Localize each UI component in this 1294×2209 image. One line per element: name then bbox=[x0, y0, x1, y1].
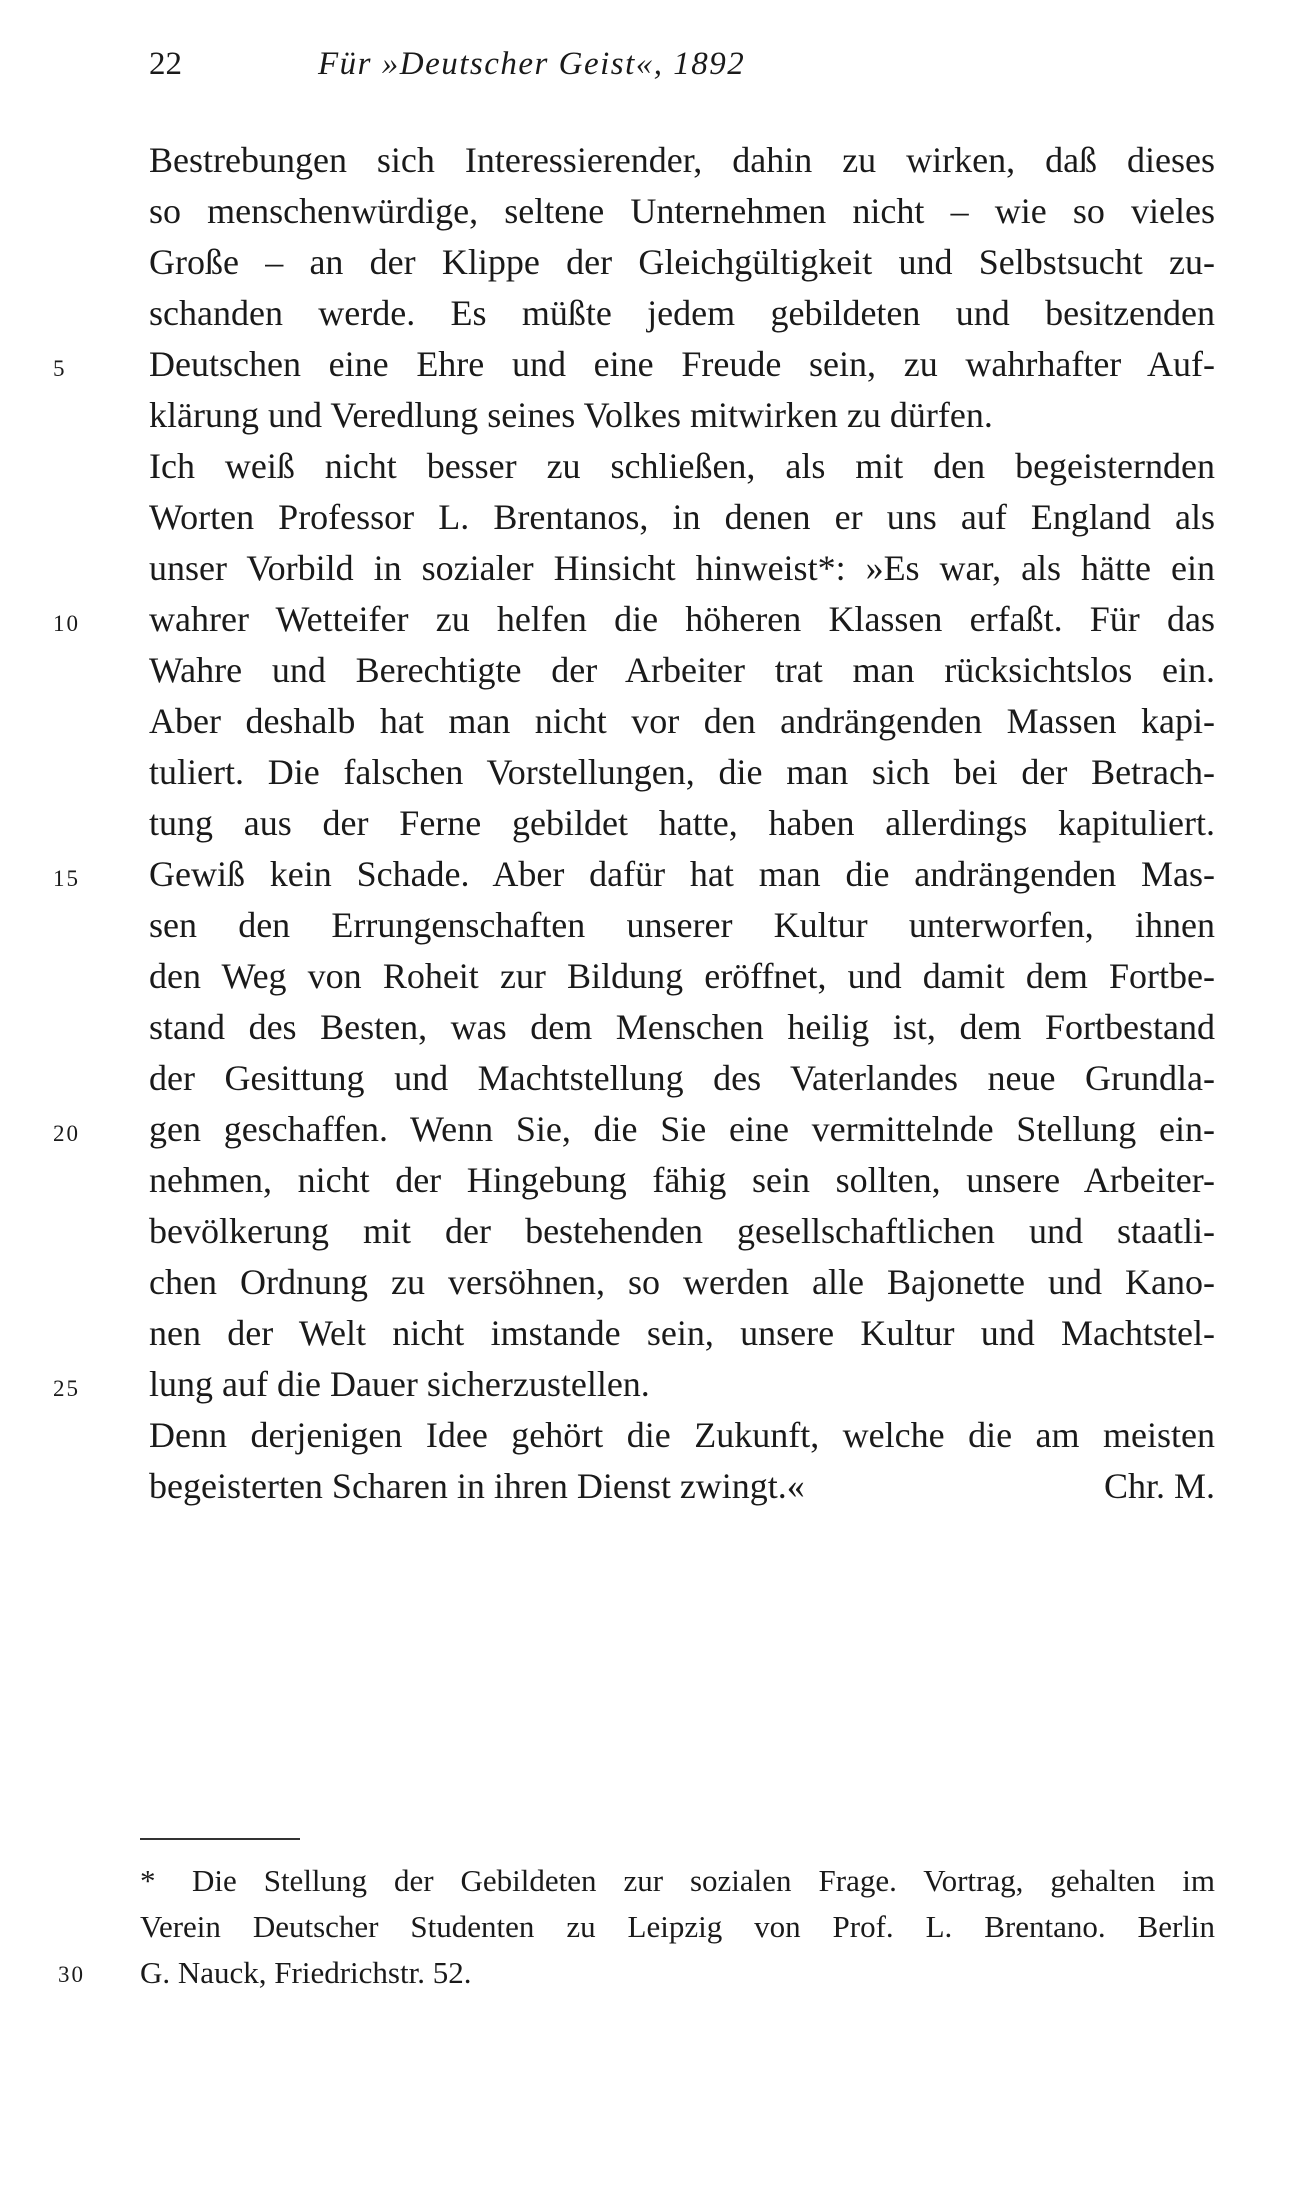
text-line-content: sen den Errungenschaften unserer Kultur unterworfen, ihnen bbox=[149, 905, 1215, 945]
text-line bbox=[149, 951, 1215, 1002]
footnote-line-content: G. Nauck, Friedrichstr. 52. bbox=[140, 1955, 472, 1990]
author-signature: Chr. M. bbox=[1103, 1466, 1215, 1506]
text-line-content: den Weg von Roheit zur Bildung eröffnet, und damit dem Fortbe- bbox=[149, 956, 1215, 996]
text-line bbox=[149, 1461, 1215, 1512]
page-number: 22 bbox=[149, 46, 182, 82]
line-number: 15 bbox=[53, 866, 80, 891]
text-line-content: Deutschen eine Ehre und eine Freude sein, zu wahrhafter Auf- bbox=[149, 344, 1215, 384]
text-line bbox=[149, 696, 1215, 747]
text-line-content: tung aus der Ferne gebildet hatte, haben allerdings kapituliert. bbox=[149, 803, 1215, 843]
text-line-content: chen Ordnung zu versöhnen, so werden alle Bajonette und Kano- bbox=[149, 1262, 1215, 1302]
footnote-line-content: Verein Deutscher Studenten zu Leipzig von Prof. L. Brentano. Berlin bbox=[140, 1909, 1215, 1944]
text-line-content: bevölkerung mit der bestehenden gesellschaftlichen und staatli- bbox=[149, 1211, 1215, 1251]
text-line-content: der Gesittung und Machtstellung des Vaterlandes neue Grundla- bbox=[149, 1058, 1215, 1098]
text-line bbox=[149, 135, 1215, 186]
text-line bbox=[149, 1155, 1215, 1206]
text-line bbox=[53, 1359, 1215, 1410]
text-line-content: begeisterten Scharen in ihren Dienst zwingt.« bbox=[149, 1466, 805, 1506]
footnote-line bbox=[140, 1904, 1215, 1950]
text-line bbox=[149, 237, 1215, 288]
text-line bbox=[149, 441, 1215, 492]
text-line bbox=[53, 849, 1215, 900]
text-line-content: gen geschaffen. Wenn Sie, die Sie eine vermittelnde Stellung ein- bbox=[149, 1109, 1215, 1149]
text-line-content: Wahre und Berechtigte der Arbeiter trat man rücksichtslos ein. bbox=[149, 650, 1215, 690]
text-line-content: lung auf die Dauer sicherzustellen. bbox=[149, 1364, 650, 1404]
text-line bbox=[149, 1002, 1215, 1053]
footnote-divider bbox=[140, 1838, 300, 1840]
text-line-content: Bestrebungen sich Interessierender, dahin zu wirken, daß dieses bbox=[149, 140, 1215, 180]
line-number: 20 bbox=[53, 1121, 80, 1146]
text-line-content: Worten Professor L. Brentanos, in denen er uns auf England als bbox=[149, 497, 1215, 537]
text-line-content: Ich weiß nicht besser zu schließen, als mit den begeisternden bbox=[149, 446, 1215, 486]
text-line bbox=[149, 390, 1215, 441]
footnote bbox=[58, 1858, 1215, 1996]
text-line bbox=[53, 1104, 1215, 1155]
text-line bbox=[149, 747, 1215, 798]
text-line-content: Aber deshalb hat man nicht vor den andrängenden Massen kapi- bbox=[149, 701, 1215, 741]
text-line-content: tuliert. Die falschen Vorstellungen, die man sich bei der Betrach- bbox=[149, 752, 1215, 792]
footnote-line bbox=[140, 1858, 1215, 1904]
text-line-content: nen der Welt nicht imstande sein, unsere Kultur und Machtstel- bbox=[149, 1313, 1215, 1353]
text-line bbox=[149, 1053, 1215, 1104]
line-number: 25 bbox=[53, 1376, 80, 1401]
text-line-content: nehmen, nicht der Hingebung fähig sein sollten, unsere Arbeiter- bbox=[149, 1160, 1215, 1200]
text-line bbox=[149, 186, 1215, 237]
text-line bbox=[149, 492, 1215, 543]
text-line bbox=[149, 1257, 1215, 1308]
text-line-content: Große – an der Klippe der Gleichgültigkeit und Selbstsucht zu- bbox=[149, 242, 1215, 282]
line-number: 5 bbox=[53, 356, 67, 381]
line-number: 10 bbox=[53, 611, 80, 636]
text-line-content: stand des Besten, was dem Menschen heilig ist, dem Fortbestand bbox=[149, 1007, 1215, 1047]
line-number: 30 bbox=[58, 1962, 85, 1987]
footnote-line-content: Die Stellung der Gebildeten zur sozialen Frage. Vortrag, gehalten im bbox=[192, 1863, 1215, 1898]
text-line bbox=[149, 1308, 1215, 1359]
text-line bbox=[149, 798, 1215, 849]
text-line-content: unser Vorbild in sozialer Hinsicht hinweist*: »Es war, als hätte ein bbox=[149, 548, 1215, 588]
text-line bbox=[149, 288, 1215, 339]
text-line bbox=[149, 645, 1215, 696]
body-text bbox=[53, 135, 1215, 1512]
text-line bbox=[149, 543, 1215, 594]
text-line bbox=[53, 339, 1215, 390]
footnote-line bbox=[58, 1950, 1215, 1996]
text-line-content: Denn derjenigen Idee gehört die Zukunft, welche die am meisten bbox=[149, 1415, 1215, 1455]
text-line-content: Gewiß kein Schade. Aber dafür hat man die andrängenden Mas- bbox=[149, 854, 1215, 894]
text-line bbox=[149, 1410, 1215, 1461]
text-line-content: so menschenwürdige, seltene Unternehmen nicht – wie so vieles bbox=[149, 191, 1215, 231]
running-title: Für »Deutscher Geist«, 1892 bbox=[318, 46, 746, 82]
text-line bbox=[53, 594, 1215, 645]
text-line-content: wahrer Wetteifer zu helfen die höheren Klassen erfaßt. Für das bbox=[149, 599, 1215, 639]
text-line-content: klärung und Veredlung seines Volkes mitwirken zu dürfen. bbox=[149, 395, 993, 435]
text-line bbox=[149, 1206, 1215, 1257]
text-line bbox=[149, 900, 1215, 951]
footnote-marker: * bbox=[140, 1863, 156, 1898]
text-line-content: schanden werde. Es müßte jedem gebildeten und besitzenden bbox=[149, 293, 1215, 333]
